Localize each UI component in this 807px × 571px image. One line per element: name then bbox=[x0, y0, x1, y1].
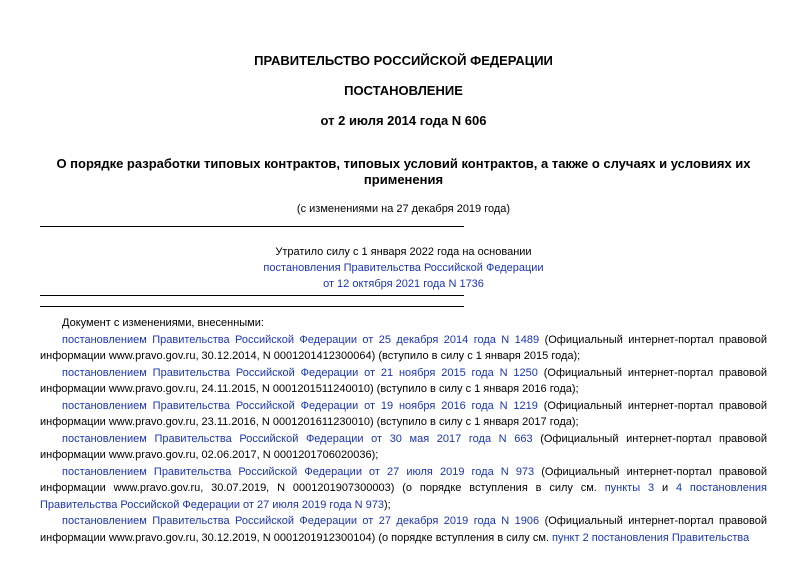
change-item bbox=[40, 398, 767, 431]
divider-top bbox=[40, 226, 464, 227]
change-details: (Официальный интернет-портал правовой информации www.pravo.gov.ru, 24.11.2015, N 0001201511240010) (вступило в силу с 1 января 2016 года); bbox=[40, 366, 767, 395]
divider-middle bbox=[40, 295, 464, 296]
change-details: (Официальный интернет-портал правовой информации www.pravo.gov.ru, 02.06.2017, N 0001201706020036); bbox=[40, 432, 767, 461]
change-decree-link[interactable]: постановлением Правительства Российской Федерации от 27 декабря 2019 года N 1906 bbox=[62, 515, 540, 527]
document-type-heading: ПОСТАНОВЛЕНИЕ bbox=[344, 83, 463, 98]
change-details: (Официальный интернет-портал правовой информации www.pravo.gov.ru, 23.11.2016, N 0001201611230010) (вступило в силу с 1 января 2017 года); bbox=[40, 399, 767, 428]
document-title: О порядке разработки типовых контрактов, типовых условий контрактов, а также о случаях и условиях их применения bbox=[56, 156, 751, 187]
change-decree-link[interactable]: постановлением Правительства Российской Федерации от 19 ноября 2016 года N 1219 bbox=[62, 399, 538, 412]
amendment-note: (с изменениями на 27 декабря 2019 года) bbox=[296, 203, 511, 215]
changes-intro: Документ с изменениями, внесенными: bbox=[62, 317, 264, 329]
change-decree-link[interactable]: постановлением Правительства Российской Федерации от 21 ноября 2015 года N 1250 bbox=[62, 366, 538, 379]
clause-link[interactable]: пункт 2 постановления Правительства bbox=[552, 531, 750, 544]
change-details: ); bbox=[384, 498, 391, 511]
change-details: и bbox=[654, 482, 676, 494]
government-heading: ПРАВИТЕЛЬСТВО РОССИЙСКОЙ ФЕДЕРАЦИИ bbox=[254, 53, 553, 68]
change-item bbox=[40, 513, 767, 546]
change-details: (Официальный интернет-портал правовой информации www.pravo.gov.ru, 30.12.2019, N 0001201912300104) (о порядке вступления в силу см. bbox=[40, 515, 767, 544]
change-item bbox=[40, 431, 767, 464]
clause-link[interactable]: пункты 3 bbox=[604, 482, 655, 494]
change-item bbox=[40, 365, 767, 398]
change-details: (Официальный интернет-портал правовой информации www.pravo.gov.ru, 30.07.2019, N 0001201907300003) (о порядке вступления в силу см. bbox=[40, 465, 767, 494]
clause-link[interactable]: 4 постановления Правительства Российской Федерации от 27 июля 2019 года N 973 bbox=[40, 482, 768, 511]
change-details: (Официальный интернет-портал правовой информации www.pravo.gov.ru, 30.12.2014, N 0001201412300064) (вступило в силу с 1 января 2015 года); bbox=[40, 333, 767, 362]
change-item bbox=[40, 464, 767, 514]
repeal-decree-link[interactable]: постановления Правительства Российской Федерации bbox=[263, 262, 544, 274]
divider-bottom bbox=[40, 306, 464, 307]
change-item bbox=[40, 332, 767, 365]
change-decree-link[interactable]: постановлением Правительства Российской Федерации от 25 декабря 2014 года N 1489 bbox=[62, 333, 540, 346]
repeal-decree-date-link[interactable]: от 12 октября 2021 года N 1736 bbox=[323, 278, 484, 290]
changes-list bbox=[40, 315, 767, 546]
change-decree-link[interactable]: постановлением Правительства Российской Федерации от 27 июля 2019 года N 973 bbox=[62, 465, 535, 478]
document-date-number: от 2 июля 2014 года N 606 bbox=[320, 113, 487, 128]
repeal-notice bbox=[0, 244, 807, 292]
repeal-notice-text: Утратило силу с 1 января 2022 года на основании bbox=[275, 246, 532, 258]
change-decree-link[interactable]: постановлением Правительства Российской Федерации от 30 мая 2017 года N 663 bbox=[62, 432, 533, 445]
